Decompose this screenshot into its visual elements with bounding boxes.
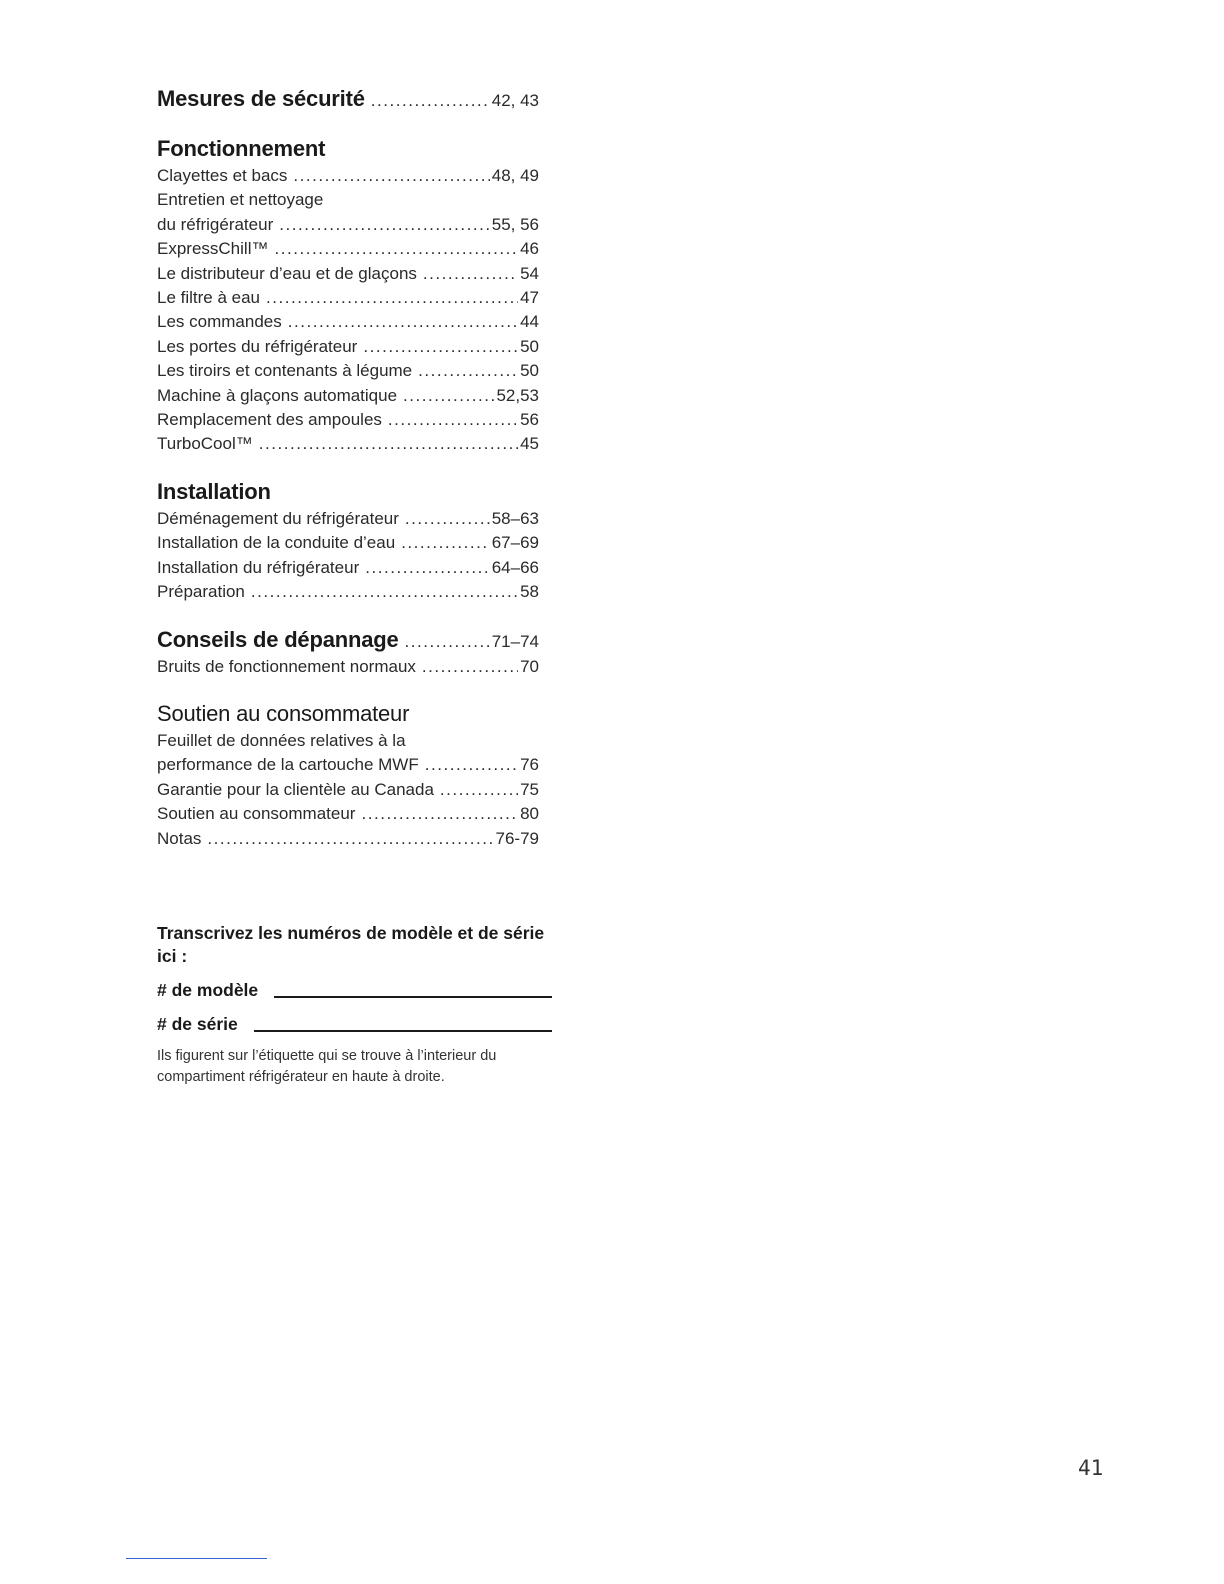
toc-section-heading [157, 134, 539, 164]
entry-label: Notas [157, 828, 202, 848]
dot-leader [365, 556, 489, 580]
entry-pages: 75 [520, 779, 539, 799]
toc-entry [157, 729, 539, 753]
toc-section [157, 699, 539, 851]
entry-pages: 58 [520, 582, 539, 602]
toc-section [157, 625, 539, 679]
entry-label: Les tiroirs et contenants à légume [157, 361, 413, 381]
entry-pages: 50 [520, 361, 539, 381]
toc-entry [157, 188, 539, 212]
dot-leader [288, 310, 518, 334]
page-number: 41 [1078, 1456, 1104, 1480]
entry-pages: 58–63 [491, 508, 539, 528]
toc-entry [157, 753, 539, 777]
entry-pages: 76 [520, 755, 539, 775]
toc-entry [157, 310, 539, 334]
toc-entry [157, 432, 539, 456]
section-title: Soutien au consommateur [157, 700, 410, 726]
dot-leader [405, 507, 490, 531]
dot-leader [293, 164, 489, 188]
entry-pages: 67–69 [491, 533, 539, 553]
dot-leader [425, 753, 518, 777]
toc-entry [157, 408, 539, 432]
entry-pages: 54 [520, 263, 539, 283]
entry-pages: 55, 56 [491, 214, 539, 234]
entry-pages: 70 [520, 656, 539, 676]
entry-pages: 50 [520, 336, 539, 356]
dot-leader [279, 213, 490, 237]
dot-leader [423, 262, 518, 286]
entry-label: Bruits de fonctionnement normaux [157, 656, 416, 676]
model-number-field [157, 978, 552, 1002]
dot-leader [440, 778, 518, 802]
entry-label: Les commandes [157, 312, 282, 332]
model-serial-record [157, 922, 552, 1088]
dot-leader [405, 632, 490, 652]
table-of-contents [157, 84, 539, 871]
record-title: Transcrivez les numéros de modèle et de série ici : [157, 923, 545, 966]
entry-label: Préparation [157, 582, 245, 602]
dot-leader [418, 359, 518, 383]
toc-entry [157, 531, 539, 555]
dot-leader [266, 286, 518, 310]
entry-label: Machine à glaçons automatique [157, 385, 398, 405]
dot-leader [363, 335, 518, 359]
entry-pages: 52,53 [496, 385, 539, 405]
dot-leader [403, 384, 494, 408]
section-pages: 42, 43 [491, 91, 539, 110]
dot-leader [274, 237, 518, 261]
toc-entry [157, 556, 539, 580]
model-number-blank [274, 980, 552, 998]
entry-label: Entretien et nettoyage [157, 190, 324, 210]
entry-label: Déménagement du réfrigérateur [157, 508, 399, 528]
entry-label: Le distributeur d’eau et de glaçons [157, 263, 417, 283]
dot-leader [251, 580, 518, 604]
toc-section [157, 134, 539, 457]
toc-entry [157, 164, 539, 188]
toc-entry [157, 213, 539, 237]
dot-leader [207, 827, 493, 851]
entry-label: Clayettes et bacs [157, 166, 288, 185]
section-title: Conseils de dépannage [157, 626, 399, 652]
dot-leader [259, 432, 518, 456]
entry-pages: 56 [520, 410, 539, 430]
entry-label: TurboCool™ [157, 434, 253, 454]
toc-entry [157, 802, 539, 826]
entry-label: Les portes du réfrigérateur [157, 336, 358, 356]
toc-entry [157, 778, 539, 802]
entry-pages: 45 [520, 434, 539, 454]
entry-label: Feuillet de données relatives à la [157, 730, 406, 750]
entry-pages: 64–66 [491, 557, 539, 577]
section-title: Installation [157, 478, 271, 504]
serial-number-blank [254, 1014, 552, 1032]
toc-section-heading [157, 477, 539, 507]
entry-pages: 46 [520, 239, 539, 259]
record-note: Ils figurent sur l’étiquette qui se trouve à l’interieur du compartiment réfrigérateur en haute à droite. [157, 1048, 497, 1085]
dot-leader [361, 802, 518, 826]
section-pages: 71–74 [491, 631, 539, 651]
serial-number-label: # de série [157, 1014, 238, 1034]
entry-pages: 48, 49 [491, 166, 539, 185]
entry-pages: 76-79 [495, 828, 539, 848]
toc-section-heading [157, 84, 539, 114]
toc-entry [157, 359, 539, 383]
toc-section-heading [157, 625, 539, 655]
entry-label: ExpressChill™ [157, 239, 269, 259]
toc-section-heading [157, 699, 539, 729]
toc-entry [157, 580, 539, 604]
entry-pages: 44 [520, 312, 539, 332]
entry-label: Remplacement des ampoules [157, 410, 382, 430]
model-number-label: # de modèle [157, 980, 259, 1000]
dot-leader [388, 408, 518, 432]
toc-entry [157, 262, 539, 286]
entry-label: du réfrigérateur [157, 214, 274, 234]
toc-entry [157, 335, 539, 359]
toc-entry [157, 507, 539, 531]
toc-entry [157, 655, 539, 679]
entry-pages: 80 [520, 804, 539, 824]
toc-section [157, 477, 539, 605]
entry-label: Installation de la conduite d’eau [157, 533, 396, 553]
toc-section [157, 84, 539, 114]
entry-label: Installation du réfrigérateur [157, 557, 360, 577]
dot-leader [422, 655, 518, 679]
dot-leader [401, 531, 490, 555]
entry-label: Garantie pour la clientèle au Canada [157, 779, 434, 799]
entry-label: Soutien au consommateur [157, 804, 356, 824]
toc-entry [157, 286, 539, 310]
footer-rule [126, 1558, 267, 1559]
dot-leader [371, 91, 490, 111]
entry-pages: 47 [520, 288, 539, 308]
section-title: Fonctionnement [157, 136, 326, 161]
entry-label: performance de la cartouche MWF [157, 755, 419, 775]
toc-entry [157, 237, 539, 261]
section-title: Mesures de sécurité [157, 86, 365, 111]
entry-label: Le filtre à eau [157, 288, 261, 308]
serial-number-field [157, 1012, 552, 1036]
toc-entry [157, 384, 539, 408]
toc-entry [157, 827, 539, 851]
